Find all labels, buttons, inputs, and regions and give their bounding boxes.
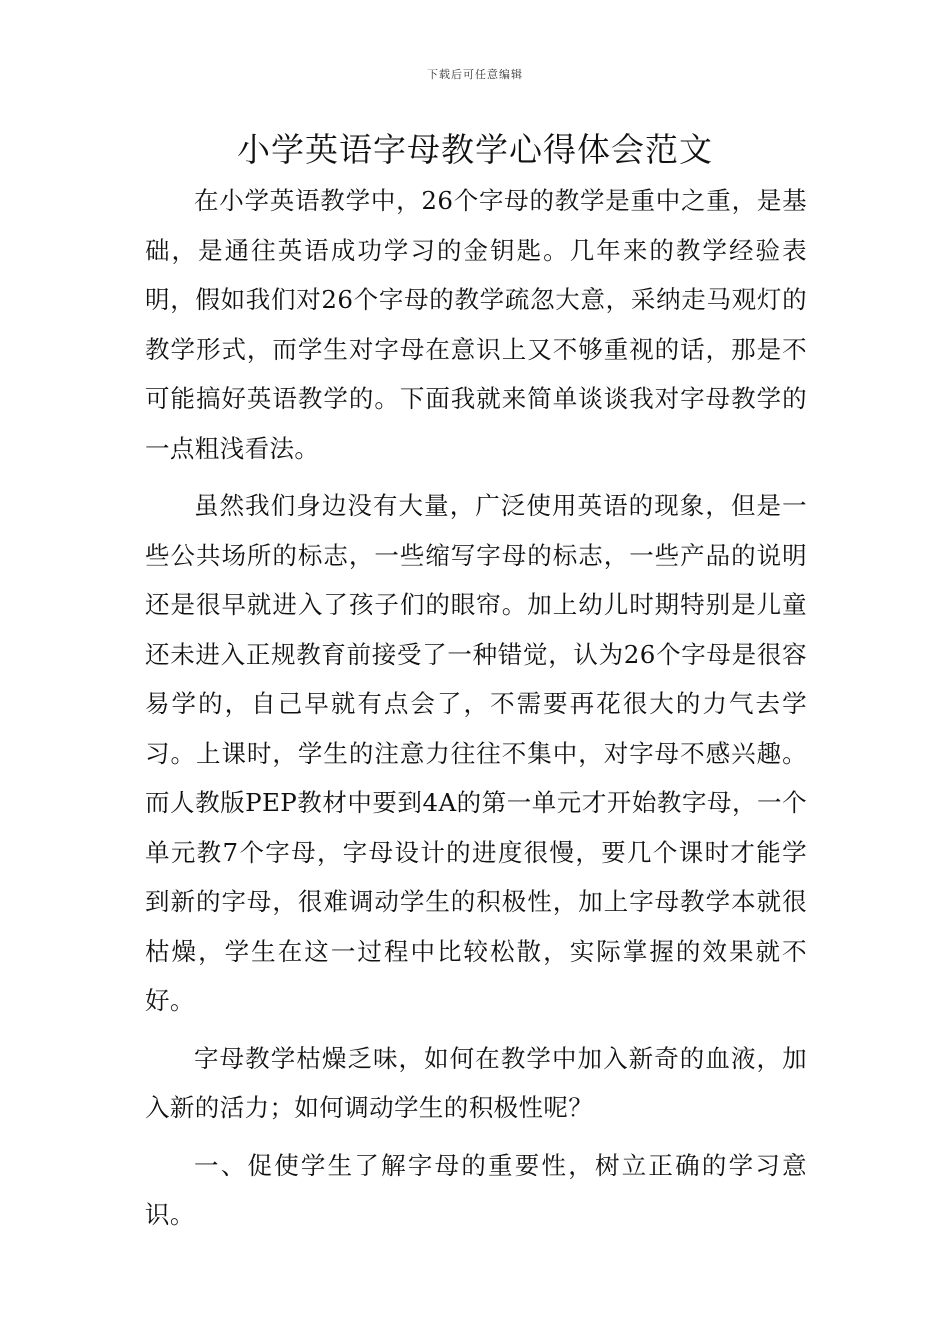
header-note: 下载后可任意编辑 bbox=[427, 68, 523, 81]
paragraph-background: 虽然我们身边没有大量，广泛使用英语的现象，但是一些公共场所的标志，一些缩写字母的标志，一些产品的说明还是很早就进入了孩子们的眼帘。加上幼儿时期特别是儿童还未进入正规教育前接受了一种错觉，认为26个字母是很容易学的，自己早就有点会了，不需要再花很大的力气去学习。上课时，学生的注意力往往不集中，对字母不感兴趣。而人教版PEP教材中要到4A的第一单元才开始教字母，一个单元教7个字母，字母设计的进度很慢，要几个课时才能学到新的字母，很难调动学生的积极性，加上字母教学本就很枯燥，学生在这一过程中比较松散，实际掌握的效果就不好。 bbox=[145, 491, 807, 1015]
paragraph-section-one: 一、促使学生了解字母的重要性，树立正确的学习意识。 bbox=[145, 1150, 807, 1229]
document-title: 小学英语字母教学心得体会范文 bbox=[237, 130, 713, 169]
document-body bbox=[145, 176, 807, 1248]
paragraph-question: 字母教学枯燥乏味，如何在教学中加入新奇的血液，加入新的活力；如何调动学生的积极性呢？ bbox=[145, 1043, 807, 1122]
paragraph-intro: 在小学英语教学中，26个字母的教学是重中之重，是基础，是通往英语成功学习的金钥匙。几年来的教学经验表明，假如我们对26个字母的教学疏忽大意，采纳走马观灯的教学形式，而学生对字母在意识上又不够重视的话，那是不可能搞好英语教学的。下面我就来简单谈谈我对字母教学的一点粗浅看法。 bbox=[145, 186, 807, 463]
